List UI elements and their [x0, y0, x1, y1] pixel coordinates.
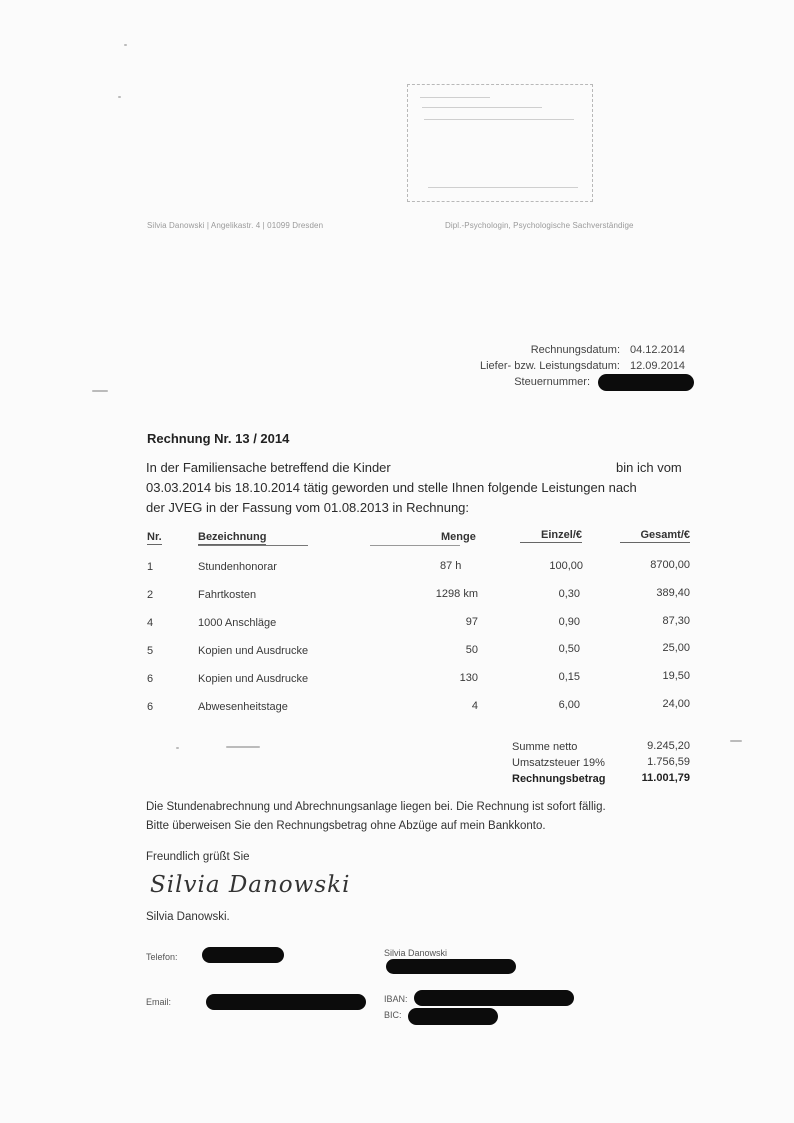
- service-date-value: 12.09.2014: [630, 360, 686, 372]
- row-total: 24,00: [662, 698, 690, 710]
- row-total: 87,30: [662, 615, 690, 627]
- scan-speck: [118, 96, 121, 98]
- redaction-email: [206, 994, 366, 1010]
- row-qty: 4: [471, 700, 478, 712]
- row-desc: Fahrtkosten: [198, 589, 257, 601]
- row-unit: 0,50: [558, 643, 580, 655]
- vat-value: 1.756,59: [647, 756, 690, 768]
- row-desc: Stundenhonorar: [198, 561, 277, 573]
- row-qty: 97: [465, 616, 478, 628]
- row-unit: 100,00: [549, 560, 583, 572]
- redaction-bic: [408, 1008, 498, 1025]
- sender-title: Dipl.-Psychologin, Psychologische Sachverständige: [445, 221, 634, 230]
- row-unit: 0,90: [558, 616, 580, 628]
- redaction-phone: [202, 947, 284, 963]
- col-total-header: Gesamt/€: [620, 529, 690, 543]
- address-window: [407, 84, 593, 202]
- intro-line-1a: In der Familiensache betreffend die Kinder: [146, 460, 391, 475]
- bic-label: BIC:: [384, 1010, 402, 1020]
- row-total: 8700,00: [650, 559, 690, 571]
- phone-label: Telefon:: [146, 952, 178, 962]
- email-label: Email:: [146, 997, 172, 1007]
- invoice-date-value: 04.12.2014: [630, 344, 686, 356]
- scan-speck: [730, 740, 742, 742]
- account-name: Silvia Danowski: [384, 948, 448, 958]
- row-total: 389,40: [656, 587, 690, 599]
- greeting: Freundlich grüßt Sie: [146, 851, 250, 863]
- row-nr: 6: [147, 701, 154, 713]
- closing-line-1: Die Stundenabrechnung und Abrechnungsanlage liegen bei. Die Rechnung ist sofort fällig.: [146, 801, 606, 813]
- row-total: 19,50: [662, 670, 690, 682]
- row-qty: 130: [459, 672, 478, 684]
- row-unit: 0,15: [558, 671, 580, 683]
- invoice-date-label: Rechnungsdatum:: [530, 344, 620, 356]
- redaction-tax-number: [598, 374, 694, 391]
- row-unit: 6,00: [558, 699, 580, 711]
- row-nr: 1: [147, 561, 154, 573]
- intro-line-3: der JVEG in der Fassung vom 01.08.2013 in Rechnung:: [146, 500, 470, 515]
- intro-line-2: 03.03.2014 bis 18.10.2014 tätig geworden und stelle Ihnen folgende Leistungen nach: [146, 480, 637, 495]
- col-qty-header: Menge: [441, 531, 476, 543]
- handwritten-signature: Silvia Danowski: [150, 872, 351, 898]
- invoice-title: Rechnung Nr. 13 / 2014: [147, 431, 290, 446]
- intro-line-1b: bin ich vom: [616, 460, 682, 475]
- vat-label: Umsatzsteuer 19%: [512, 757, 605, 769]
- tax-number-label: Steuernummer:: [514, 376, 590, 388]
- iban-label: IBAN:: [384, 994, 408, 1004]
- redaction-iban: [414, 990, 574, 1006]
- row-nr: 4: [147, 617, 154, 629]
- net-label: Summe netto: [512, 741, 578, 753]
- row-desc: Kopien und Ausdrucke: [198, 673, 309, 685]
- row-nr: 2: [147, 589, 154, 601]
- scan-speck: [124, 44, 127, 46]
- col-unit-header: Einzel/€: [520, 529, 582, 543]
- service-date-label: Liefer- bzw. Leistungsdatum:: [479, 360, 620, 372]
- redaction-account: [386, 959, 516, 974]
- scan-speck: [92, 390, 108, 392]
- sender-line: [147, 221, 667, 230]
- scan-speck: [226, 746, 260, 748]
- row-nr: 6: [147, 673, 154, 685]
- col-desc-header: Bezeichnung: [198, 531, 267, 543]
- row-qty: 1298 km: [435, 588, 478, 600]
- row-nr: 5: [147, 645, 154, 657]
- header-underline: [198, 545, 308, 546]
- sender-address: Silvia Danowski | Angelikastr. 4 | 01099 Dresden: [147, 221, 324, 230]
- row-qty: 87 h: [440, 560, 462, 572]
- row-desc: Kopien und Ausdrucke: [198, 645, 309, 657]
- row-desc: 1000 Anschläge: [198, 617, 277, 629]
- row-unit: 0,30: [558, 588, 580, 600]
- row-desc: Abwesenheitstage: [198, 701, 288, 713]
- gross-value: 11.001,79: [641, 772, 690, 784]
- scan-speck: [176, 747, 179, 749]
- signer-name: Silvia Danowski.: [146, 911, 230, 923]
- row-total: 25,00: [662, 642, 690, 654]
- net-value: 9.245,20: [647, 740, 690, 752]
- header-underline-dash: [370, 545, 460, 546]
- closing-line-2: Bitte überweisen Sie den Rechnungsbetrag ohne Abzüge auf mein Bankkonto.: [146, 820, 546, 832]
- col-nr-header: Nr.: [147, 531, 162, 543]
- gross-label: Rechnungsbetrag: [512, 773, 606, 785]
- row-qty: 50: [465, 644, 478, 656]
